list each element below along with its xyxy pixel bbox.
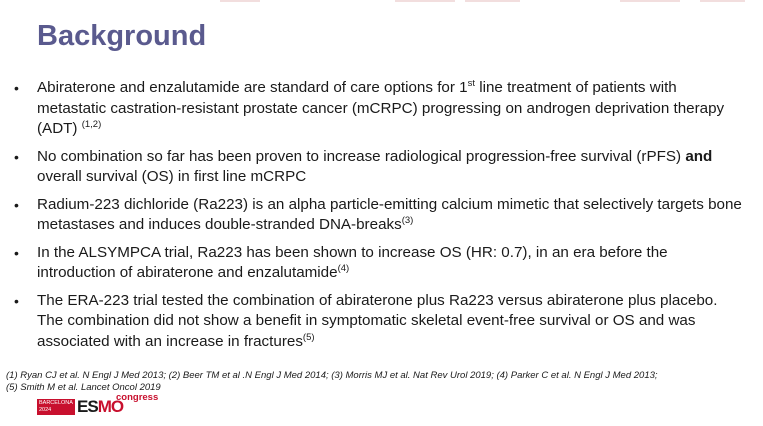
logo-congress-text: congress bbox=[116, 392, 159, 403]
esmo-congress-logo bbox=[37, 392, 167, 417]
bullet-text: Radium-223 dichloride (Ra223) is an alpha particle-emitting calcium mimetic that selectively targets bone metastases and induces double-stranded DNA-breaks bbox=[37, 195, 742, 233]
bullet-list bbox=[14, 78, 744, 359]
logo-city-year: 2024 bbox=[39, 407, 52, 413]
logo-city-block bbox=[37, 399, 75, 415]
logo-city-name: BARCELONA bbox=[39, 400, 73, 406]
bullet-text: overall survival (OS) in first line mCRPC bbox=[37, 168, 307, 185]
top-decor-segment bbox=[620, 0, 680, 2]
bullet-text: Abiraterone and enzalutamide are standard of care options for 1 bbox=[37, 79, 468, 96]
logo-esmo-mo: MO bbox=[97, 397, 124, 416]
bullet-text: line treatment of patients with metastatic castration-resistant prostate cancer (mCRPC) progressing on androgen deprivation therapy (ADT) bbox=[37, 79, 725, 137]
bullet-text: No combination so far has been proven to increase radiological progression-free survival (rPFS) bbox=[37, 147, 686, 165]
bullet-dot-icon: • bbox=[14, 80, 19, 96]
top-decor-bar bbox=[0, 0, 763, 3]
slide-title: Background bbox=[37, 20, 207, 52]
bold-text: and bbox=[685, 147, 713, 165]
top-decor-segment bbox=[220, 0, 260, 2]
citation-superscript: (5) bbox=[302, 331, 315, 343]
bullet-dot-icon: • bbox=[14, 244, 19, 261]
reference-line: (1) Ryan CJ et al. N Engl J Med 2013; (2) Beer TM et al .N Engl J Med 2014; (3) Morris MJ et al. Nat Rev Urol 2019; (4) Parker C et al. N Engl J Med 2013; bbox=[6, 370, 658, 381]
references bbox=[6, 370, 756, 394]
citation-superscript: st bbox=[467, 78, 475, 89]
top-decor-segment bbox=[700, 0, 745, 2]
reference-line: (5) Smith M et al. Lancet Oncol 2019 bbox=[6, 382, 161, 393]
citation-superscript: (1,2) bbox=[81, 119, 102, 130]
bullet-item bbox=[14, 243, 744, 284]
citation-superscript: (3) bbox=[401, 215, 414, 226]
bullet-item bbox=[14, 195, 744, 236]
top-decor-segment bbox=[465, 0, 520, 2]
bullet-text: The ERA-223 trial tested the combination of abiraterone plus Ra223 versus abiraterone plus placebo. The combination did not show a benefit in symptomatic skeletal event-free survival or OS and was associated with an increase in fractures bbox=[37, 291, 718, 350]
bullet-item bbox=[14, 147, 744, 188]
top-decor-segment bbox=[395, 0, 455, 2]
bullet-item bbox=[14, 291, 744, 353]
bullet-item bbox=[14, 78, 744, 140]
bullet-text: In the ALSYMPCA trial, Ra223 has been shown to increase OS (HR: 0.7), in an era before the introduction of abiraterone and enzalutamide bbox=[37, 243, 668, 281]
logo-esmo-es: ES bbox=[77, 397, 98, 416]
bullet-dot-icon: • bbox=[14, 148, 19, 165]
citation-superscript: (4) bbox=[337, 263, 350, 274]
bullet-dot-icon: • bbox=[14, 196, 19, 213]
bullet-dot-icon: • bbox=[14, 292, 19, 309]
